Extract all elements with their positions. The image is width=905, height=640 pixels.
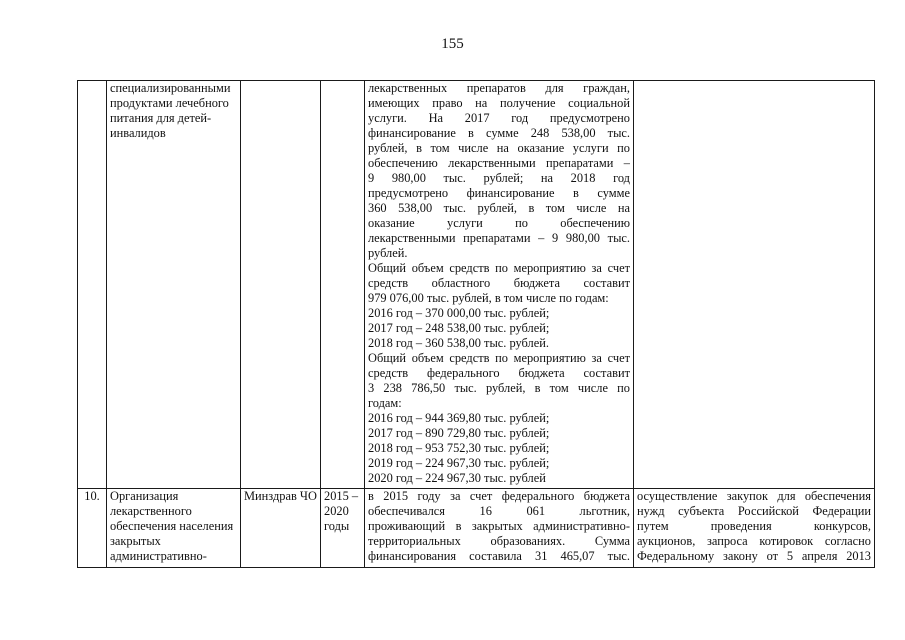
text-line: 2017 год – 890 729,80 тыс. рублей;: [368, 426, 550, 440]
text-line: Общий объем средств по мероприятию за счет: [368, 261, 630, 275]
text-line: обеспечивался 16 061 льготник,: [368, 504, 630, 518]
description-end: рублей.: [368, 246, 408, 260]
text-line: осуществление закупок для обеспечения: [637, 489, 871, 503]
text-line: услуги. На 2017 год предусмотрено: [368, 111, 630, 125]
text-line: 360 538,00 тыс. рублей, в том числе на: [368, 201, 630, 215]
text-line: Федеральному закону от 5 апреля 2013: [637, 549, 871, 563]
text-line: лекарственными препаратами – 9 980,00 тыс.: [368, 231, 630, 245]
description-cell: [365, 81, 634, 489]
result-text: [637, 489, 871, 564]
text-line: оказание услуги по обеспечению: [368, 216, 630, 230]
text-line: проживающий в закрытых административно-: [368, 519, 630, 533]
executor-cell: [241, 81, 321, 489]
text-line: 3 238 786,50 тыс. рублей, в том числе по: [368, 381, 630, 395]
text-line: 2016 год – 370 000,00 тыс. рублей;: [368, 306, 550, 320]
text-line: предусмотрено финансирование в сумме: [368, 186, 630, 200]
regional-budget-end: 979 076,00 тыс. рублей, в том числе по годам:: [368, 291, 609, 305]
regional-budget-text: [368, 261, 630, 291]
result-cell: [634, 81, 875, 489]
description-cell: [365, 489, 634, 568]
row-number-cell: [78, 81, 107, 489]
text-line: 2016 год – 944 369,80 тыс. рублей;: [368, 411, 550, 425]
text-line: территориальных образованиях. Сумма: [368, 534, 630, 548]
text-line: 2018 год – 953 752,30 тыс. рублей;: [368, 441, 550, 455]
measure-name-cell: специализированными продуктами лечебного питания для детей-инвалидов: [107, 81, 241, 489]
text-line: 2018 год – 360 538,00 тыс. рублей.: [368, 336, 549, 350]
text-line: рублей, в том числе на оказание услуги по: [368, 141, 630, 155]
measure-name-cell: Организация лекарственного обеспечения населения закрытых административно-: [107, 489, 241, 568]
row-number-cell: 10.: [78, 489, 107, 568]
description-text: [368, 489, 630, 564]
text-line: в 2015 году за счет федерального бюджета: [368, 489, 630, 503]
text-line: 9 980,00 тыс. рублей; на 2018 год: [368, 171, 630, 185]
text-line: лекарственных препаратов для граждан,: [368, 81, 630, 95]
regional-years-list: [368, 306, 630, 351]
measures-table: [77, 80, 875, 568]
federal-budget-text: [368, 351, 630, 396]
table-row: [78, 81, 875, 489]
executor-cell: Минздрав ЧО: [241, 489, 321, 568]
text-line: аукционов, запроса котировок согласно: [637, 534, 871, 548]
text-line: 2020 год – 224 967,30 тыс. рублей: [368, 471, 546, 485]
description-text: [368, 81, 630, 246]
page-number: 155: [441, 36, 464, 52]
text-line: имеющих право на получение социальной: [368, 96, 630, 110]
text-line: путем проведения конкурсов,: [637, 519, 871, 533]
federal-years-list: [368, 411, 630, 486]
period-cell: 2015 – 2020 годы: [321, 489, 365, 568]
text-line: 2017 год – 248 538,00 тыс. рублей;: [368, 321, 550, 335]
text-line: финансирование в сумме 248 538,00 тыс.: [368, 126, 630, 140]
period-cell: [321, 81, 365, 489]
text-line: финансирования составила 31 465,07 тыс.: [368, 549, 630, 563]
text-line: нужд субъекта Российской Федерации: [637, 504, 871, 518]
text-line: средств областного бюджета составит: [368, 276, 630, 290]
text-line: 2019 год – 224 967,30 тыс. рублей;: [368, 456, 550, 470]
text-line: Общий объем средств по мероприятию за счет: [368, 351, 630, 365]
federal-budget-end: годам:: [368, 396, 402, 410]
text-line: средств федерального бюджета составит: [368, 366, 630, 380]
result-cell: [634, 489, 875, 568]
table-row: [78, 489, 875, 568]
text-line: обеспечению лекарственными препаратами –: [368, 156, 630, 170]
